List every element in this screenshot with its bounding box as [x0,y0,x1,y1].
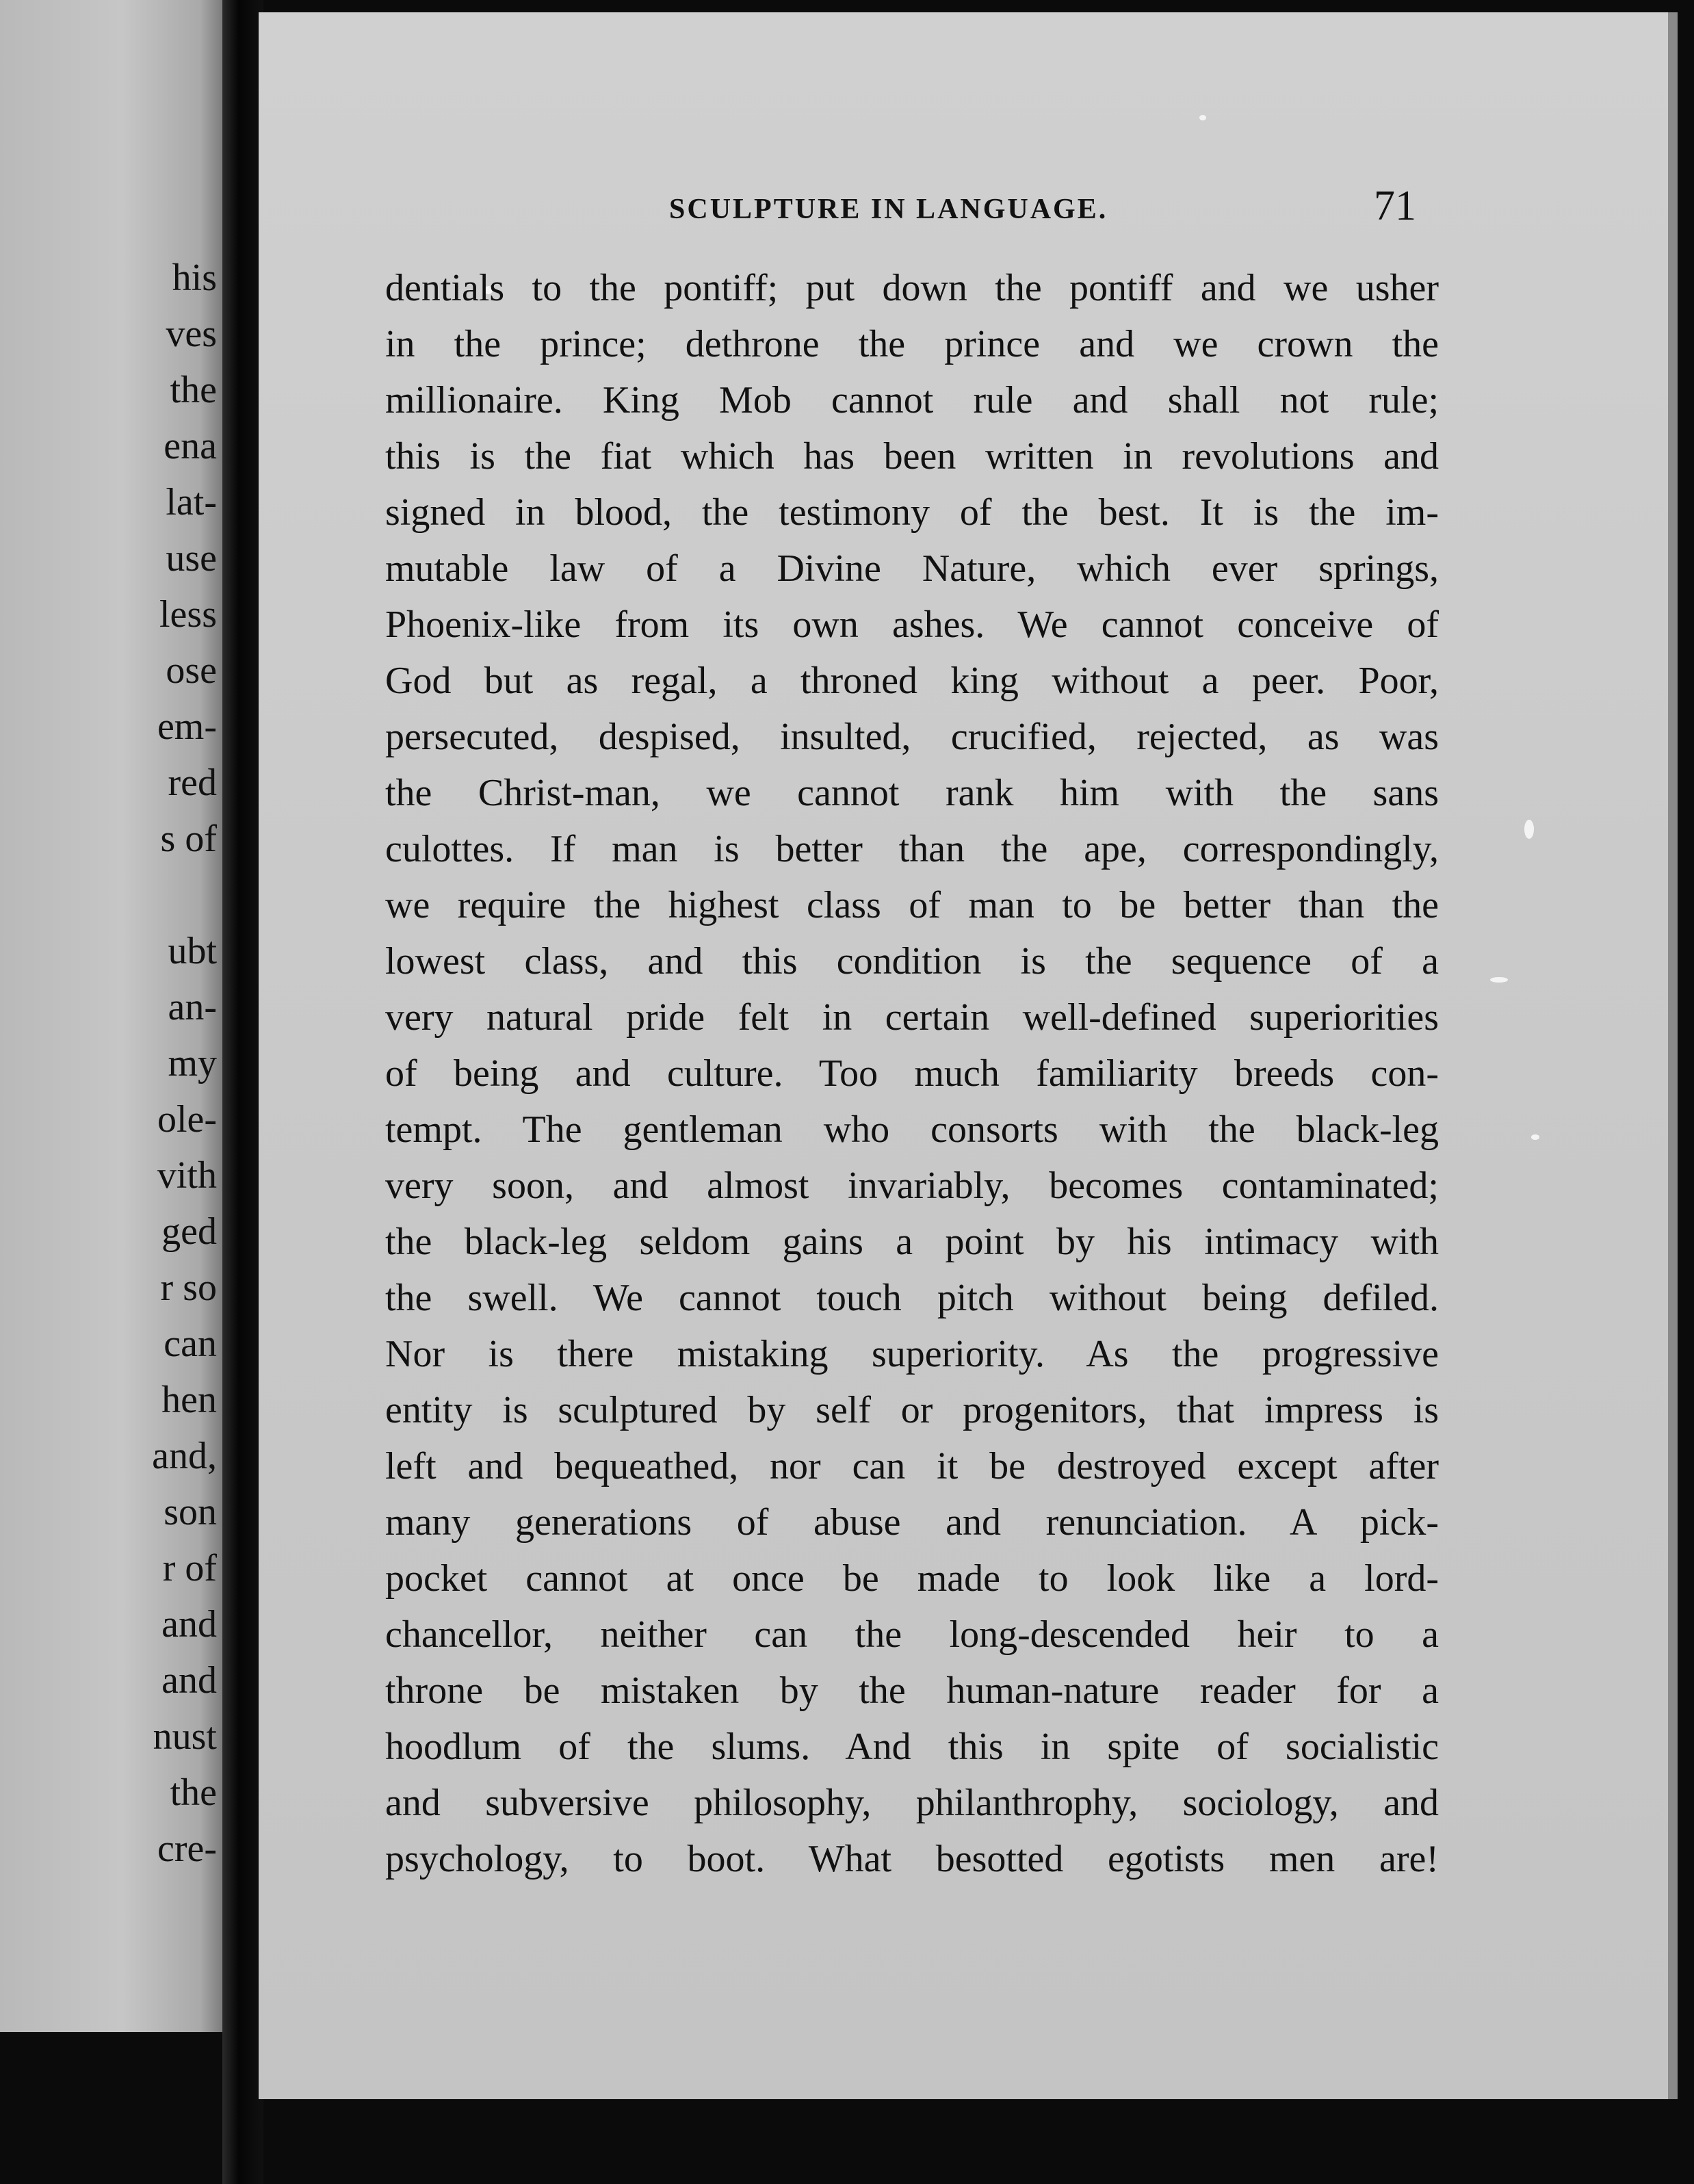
left-page-line-fragment: cre- [157,1828,217,1870]
left-page-line-fragment: my [168,1042,217,1084]
left-page-line-fragment: the [170,369,217,411]
left-page-line-fragment: an- [168,986,217,1028]
body-text-line: in the prince; dethrone the prince and we crown the [385,323,1439,365]
body-text-line: mutable law of a Divine Nature, which ever springs, [385,547,1439,590]
left-page-line-fragment: the [170,1771,217,1814]
body-text-line: the black-leg seldom gains a point by his intimacy with [385,1221,1439,1263]
body-text-line: Phoenix-like from its own ashes. We cannot conceive of [385,603,1439,646]
body-text-line: we require the highest class of man to be better than the [385,884,1439,926]
body-text-line: tempt. The gentleman who consorts with the black-leg [385,1108,1439,1151]
left-page-line-fragment: r so [160,1266,217,1309]
left-page-line-fragment: r of [162,1547,217,1589]
page-number: 71 [1374,183,1416,229]
body-text-line: lowest class, and this condition is the sequence of a [385,940,1439,983]
left-page-line-fragment: use [166,537,217,580]
paper-speck [1531,1134,1539,1140]
left-page-line-fragment: em- [157,705,217,748]
body-text-line: signed in blood, the testimony of the best. It is the im- [385,491,1439,534]
body-text-line: culottes. If man is better than the ape, correspondingly, [385,828,1439,870]
left-page-edge [0,0,222,2032]
paper-speck [1199,115,1206,120]
body-text-line: persecuted, despised, insulted, crucified, rejected, as was [385,716,1439,758]
body-text-line: millionaire. King Mob cannot rule and shall not rule; [385,379,1439,421]
body-text-line: many generations of abuse and renunciation. A pick- [385,1501,1439,1544]
paper-speck [1490,977,1508,983]
book-gutter [222,0,263,2184]
body-text-line: this is the fiat which has been written in revolutions and [385,435,1439,478]
running-head: SCULPTURE IN LANGUAGE. [669,194,1108,225]
left-page-line-fragment: ves [166,313,217,355]
left-page-line-fragment: son [164,1491,217,1533]
left-page-line-fragment: s of [160,818,217,860]
right-page [259,12,1678,2099]
body-text-line: left and bequeathed, nor can it be destroyed except after [385,1445,1439,1487]
left-page-line-fragment: red [168,762,217,804]
body-text-line: hoodlum of the slums. And this in spite of socialistic [385,1726,1439,1768]
left-page-line-fragment: and [161,1603,217,1646]
body-text-line: Nor is there mistaking superiority. As the progressive [385,1333,1439,1375]
left-page-line-fragment: vith [157,1154,217,1197]
left-page-line-fragment: and [161,1659,217,1702]
paper-speck [1524,820,1534,839]
left-page-line-fragment: hen [161,1379,217,1421]
body-text-line: very natural pride felt in certain well-defined superiorities [385,996,1439,1039]
body-text-line: chancellor, neither can the long-descended heir to a [385,1613,1439,1656]
left-page-line-fragment: ged [161,1210,217,1253]
body-text-line: the Christ-man, we cannot rank him with the sans [385,772,1439,814]
body-text-line: dentials to the pontiff; put down the pontiff and we usher [385,267,1439,309]
body-text-line: entity is sculptured by self or progenitors, that impress is [385,1389,1439,1431]
left-page-line-fragment: nust [153,1715,217,1758]
body-text-line: psychology, to boot. What besotted egotists men are! [385,1838,1439,1880]
body-text-line: throne be mistaken by the human-nature reader for a [385,1669,1439,1712]
body-text-line: pocket cannot at once be made to look like a lord- [385,1557,1439,1600]
left-page-line-fragment: ubt [168,930,217,972]
left-page-line-fragment: ole- [157,1098,217,1141]
left-page-line-fragment: ose [166,649,217,692]
body-text-line: of being and culture. Too much familiarity breeds con- [385,1052,1439,1095]
left-page-line-fragment: and, [152,1435,217,1477]
body-text-line: God but as regal, a throned king without a peer. Poor, [385,660,1439,702]
left-page-line-fragment: can [164,1323,217,1365]
body-text-line: very soon, and almost invariably, becomes contaminated; [385,1165,1439,1207]
left-page-line-fragment: ena [164,425,217,467]
left-page-line-fragment: lat- [166,481,217,523]
body-text-line: and subversive philosophy, philanthrophy, sociology, and [385,1782,1439,1824]
left-page-line-fragment: less [159,593,217,636]
left-page-line-fragment: his [172,257,217,299]
body-text-line: the swell. We cannot touch pitch without being defiled. [385,1277,1439,1319]
